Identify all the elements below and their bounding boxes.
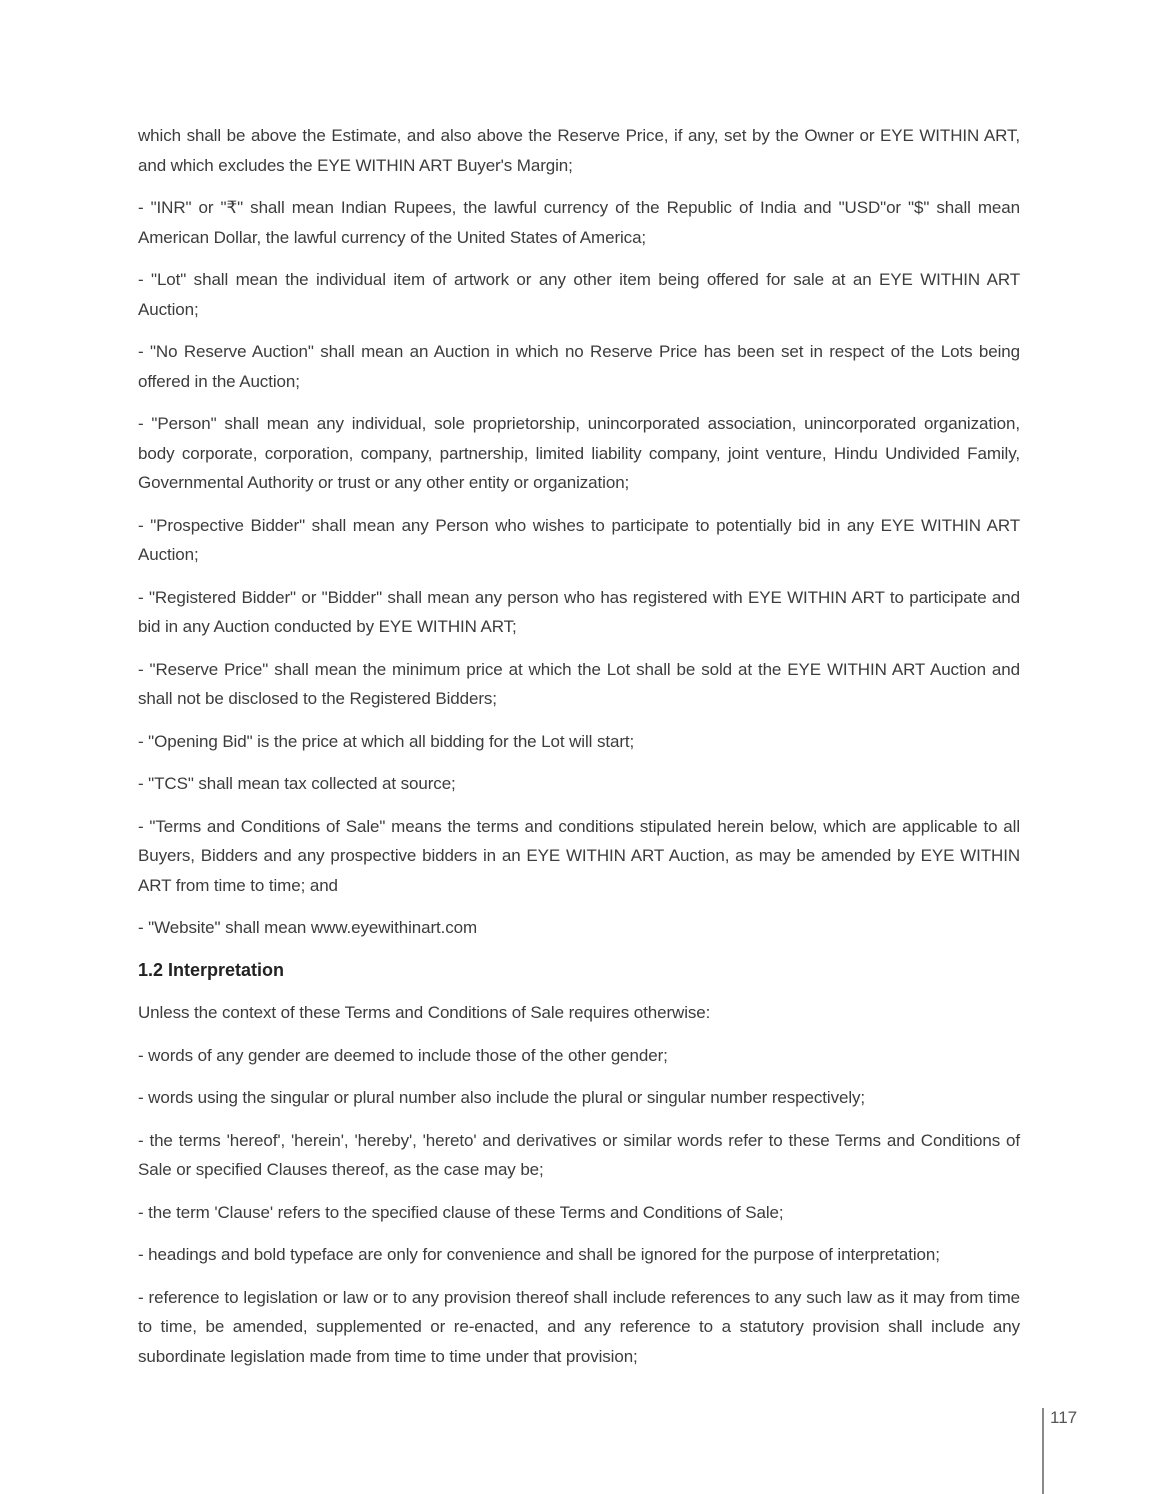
page-footer bbox=[1042, 1408, 1122, 1494]
paragraph-definition-person: - "Person" shall mean any individual, sole proprietorship, unincorporated association, unincorporated organization, body corporate, corporation, company, partnership, limited liability company, joint venture, Hindu Undivided Family, Governmental Authority or trust or any other entity or organization; bbox=[138, 414, 1020, 492]
paragraph-interpretation-clause: - the term 'Clause' refers to the specified clause of these Terms and Conditions of Sale; bbox=[138, 1202, 784, 1222]
paragraph-definition-website: - "Website" shall mean www.eyewithinart.com bbox=[138, 918, 478, 937]
paragraph-definition-opening-bid: - "Opening Bid" is the price at which all bidding for the Lot will start; bbox=[138, 731, 635, 751]
paragraph-buyers-margin-continuation: which shall be above the Estimate, and also above the Reserve Price, if any, set by the Owner or EYE WITHIN ART, and which excludes the EYE WITHIN ART Buyer's Margin; bbox=[138, 126, 1020, 175]
paragraph-definition-registered-bidder: - "Registered Bidder" or "Bidder" shall mean any person who has registered with EYE WITHIN ART to participate and bid in any Auction conducted by EYE WITHIN ART; bbox=[138, 587, 1020, 636]
paragraph-interpretation-hereof-terms: - the terms 'hereof', 'herein', 'hereby', 'hereto' and derivatives or similar words refer to these Terms and Conditions of Sale or specified Clauses thereof, as the case may be; bbox=[138, 1130, 1020, 1179]
document-body bbox=[138, 121, 1020, 1384]
paragraph-interpretation-intro: Unless the context of these Terms and Conditions of Sale requires otherwise: bbox=[138, 1003, 711, 1022]
paragraph-definition-tcs: - "TCS" shall mean tax collected at source; bbox=[138, 774, 456, 793]
paragraph-interpretation-legislation: - reference to legislation or law or to any provision thereof shall include references to any such law as it may from time to time, be amended, supplemented or re-enacted, and any reference to a statutory provision shall include any subordinate legislation made from time to time under that provision; bbox=[138, 1287, 1020, 1366]
page-number: 117 bbox=[1050, 1408, 1078, 1427]
paragraph-definition-prospective-bidder: - "Prospective Bidder" shall mean any Person who wishes to participate to potentially bid in any EYE WITHIN ART Auction; bbox=[138, 515, 1020, 564]
paragraph-interpretation-headings: - headings and bold typeface are only for convenience and shall be ignored for the purpose of interpretation; bbox=[138, 1245, 940, 1264]
paragraph-definition-inr-usd: - "INR" or "₹" shall mean Indian Rupees, the lawful currency of the Republic of India and "USD"or "$" shall mean American Dollar, the lawful currency of the United States of America; bbox=[138, 198, 1020, 247]
paragraph-definition-lot: - "Lot" shall mean the individual item of artwork or any other item being offered for sale at an EYE WITHIN ART Auction; bbox=[138, 270, 1020, 319]
paragraph-interpretation-gender: - words of any gender are deemed to include those of the other gender; bbox=[138, 1045, 668, 1065]
page-number-rule bbox=[1042, 1408, 1044, 1494]
paragraph-definition-terms-and-conditions: - "Terms and Conditions of Sale" means the terms and conditions stipulated herein below, which are applicable to all Buyers, Bidders and any prospective bidders in an EYE WITHIN ART Auction, as may be amended by EYE WITHIN ART from time to time; and bbox=[138, 816, 1020, 895]
paragraph-definition-no-reserve-auction: - "No Reserve Auction" shall mean an Auction in which no Reserve Price has been set in respect of the Lots being offered in the Auction; bbox=[138, 342, 1020, 391]
paragraph-definition-reserve-price: - "Reserve Price" shall mean the minimum price at which the Lot shall be sold at the EYE WITHIN ART Auction and shall not be disclosed to the Registered Bidders; bbox=[138, 659, 1020, 708]
section-heading-interpretation: 1.2 Interpretation bbox=[138, 959, 285, 980]
paragraph-interpretation-singular-plural: - words using the singular or plural number also include the plural or singular number respectively; bbox=[138, 1088, 866, 1107]
